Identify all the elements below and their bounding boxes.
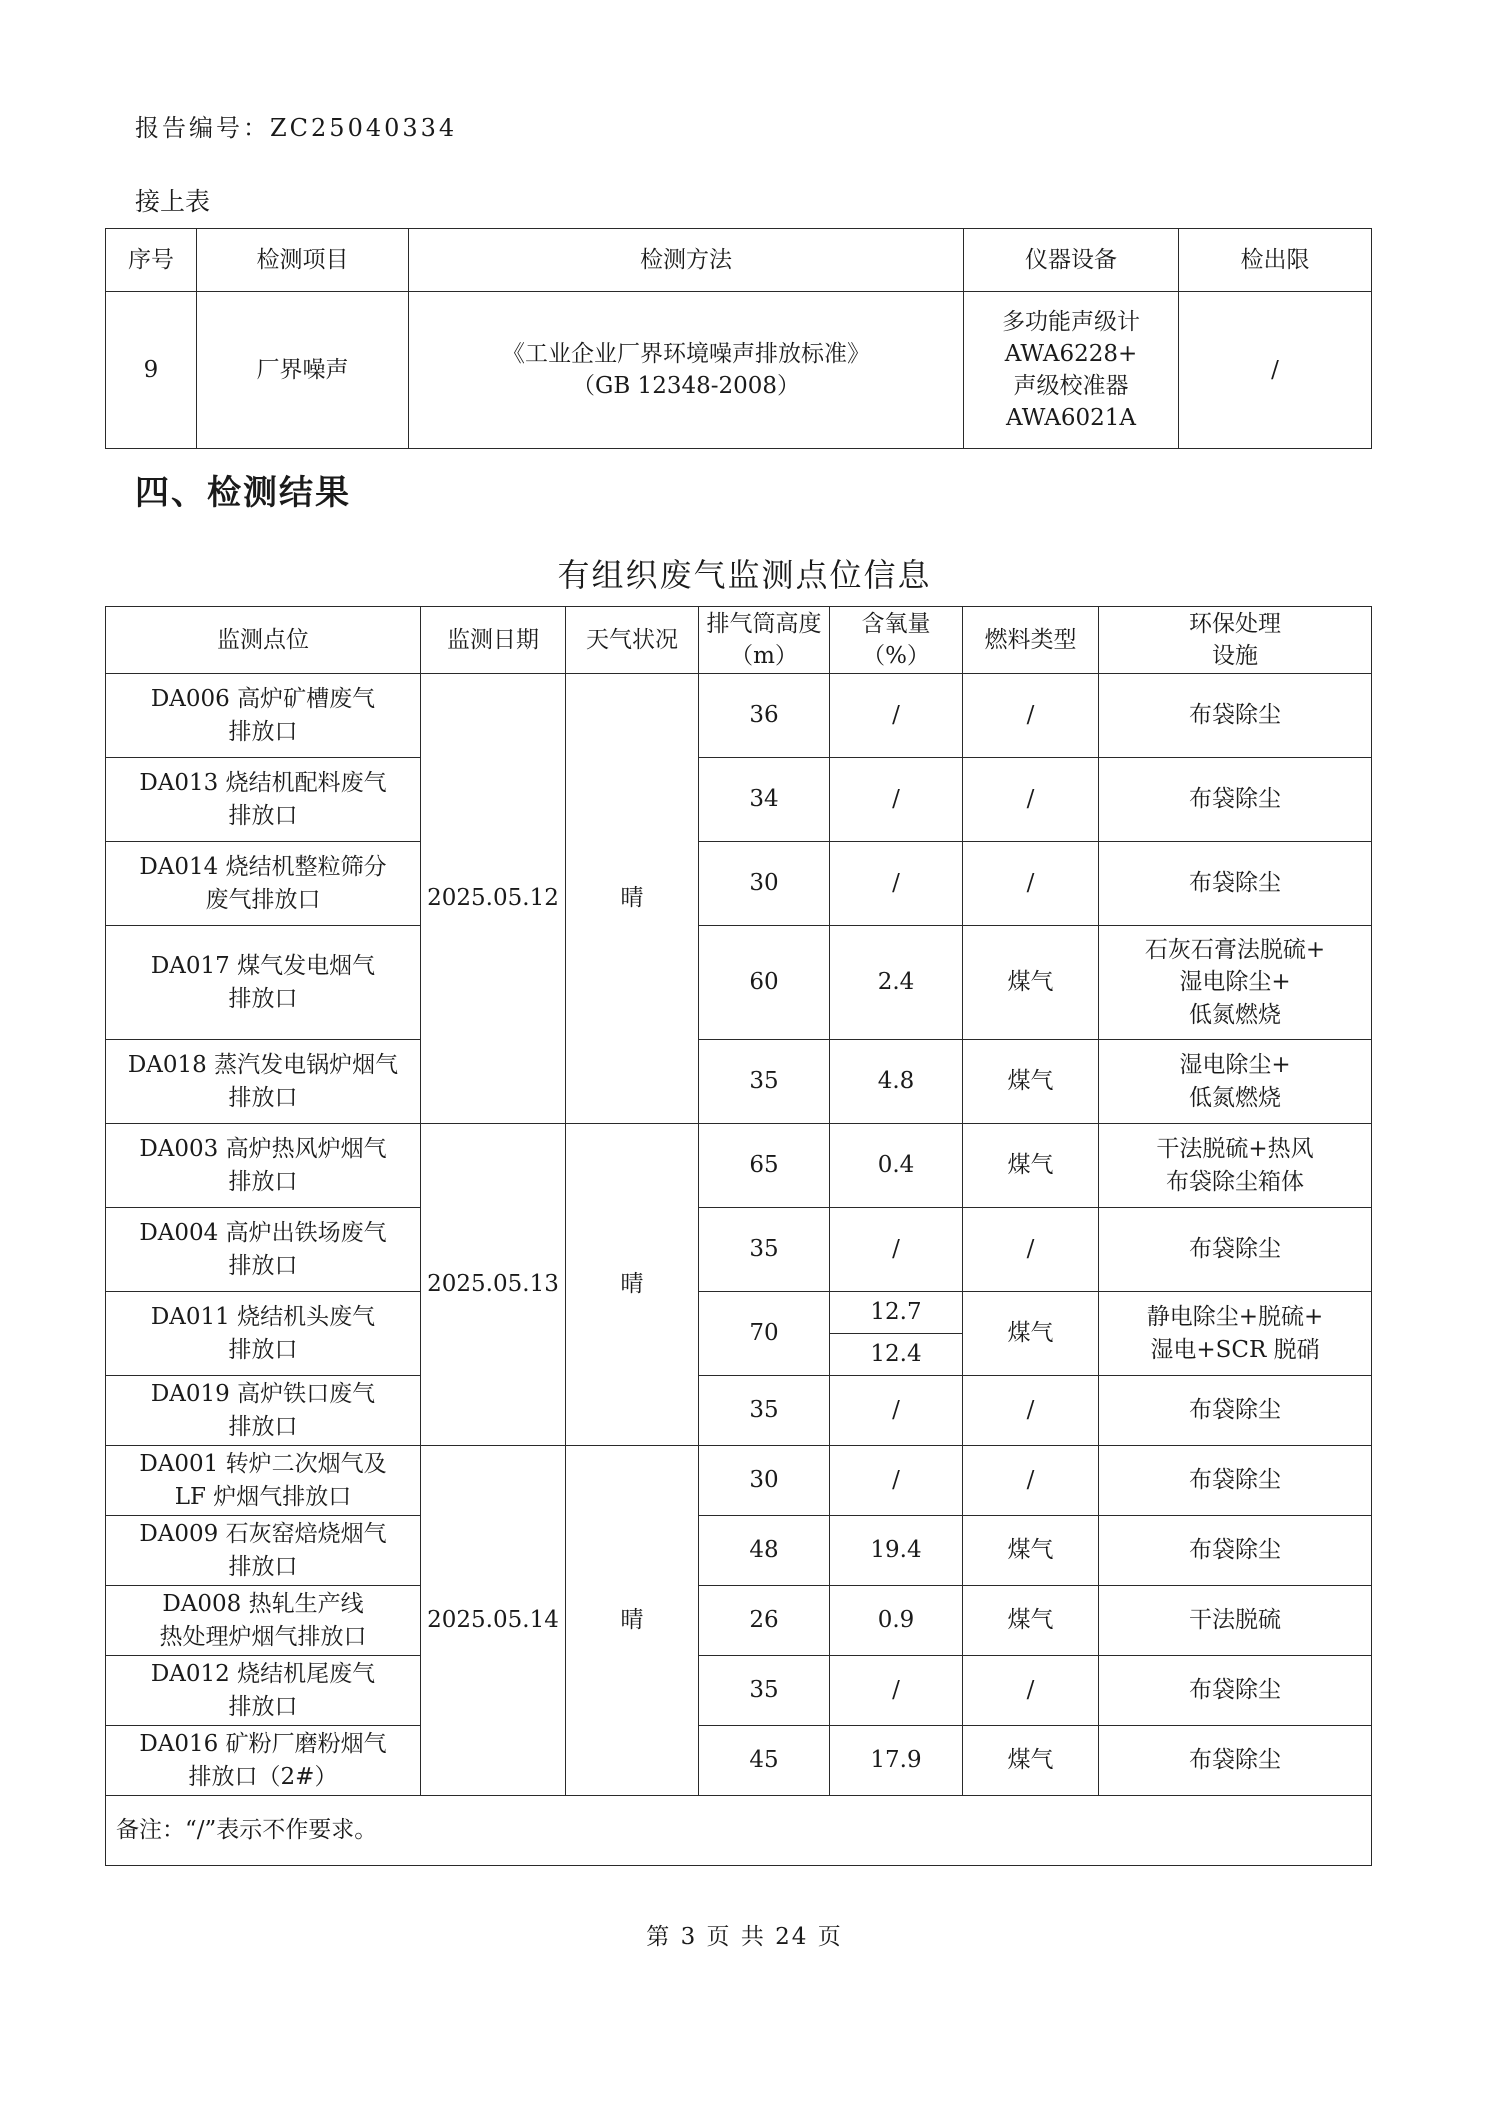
height-cell: 30 (699, 1446, 830, 1516)
table-row (106, 674, 1372, 758)
method-table-header (106, 229, 1372, 292)
point-cell (106, 1726, 421, 1796)
table-row (106, 842, 1372, 926)
point-cell (106, 1292, 421, 1376)
header-item: 检测项目 (197, 229, 409, 292)
continued-table-label: 接上表 (135, 187, 211, 216)
date-cell: 2025.05.12 (421, 674, 566, 1124)
treatment-cell (1099, 1446, 1372, 1516)
height-cell: 35 (699, 1208, 830, 1292)
height-cell: 34 (699, 758, 830, 842)
treatment-cell (1099, 1292, 1372, 1376)
header-method: 检测方法 (409, 229, 964, 292)
point-cell (106, 674, 421, 758)
table-row (106, 1124, 1372, 1208)
monitoring-table (105, 606, 1372, 1866)
weather-cell: 晴 (566, 674, 699, 1124)
monitoring-table-header (106, 607, 1372, 674)
oxygen-cell: / (830, 842, 963, 926)
header-treatment-line: 设施 (1212, 643, 1258, 669)
point-cell (106, 1040, 421, 1124)
oxygen-cell: 19.4 (830, 1516, 963, 1586)
height-cell: 30 (699, 842, 830, 926)
treatment-cell-line: 布袋除尘 (1189, 1537, 1281, 1564)
height-cell: 60 (699, 926, 830, 1040)
fuel-cell: 煤气 (963, 1726, 1099, 1796)
table-row (106, 1040, 1372, 1124)
point-cell-line: 排放口 (228, 985, 298, 1012)
point-cell-line: DA019 高炉铁口废气 (150, 1381, 376, 1408)
treatment-cell-line: 低氮燃烧 (1189, 1001, 1281, 1028)
date-cell: 2025.05.13 (421, 1124, 566, 1446)
header-treatment (1099, 607, 1372, 674)
weather-cell: 晴 (566, 1124, 699, 1446)
point-cell-line: DA008 热轧生产线 (162, 1591, 364, 1618)
oxygen-cell: 0.4 (830, 1124, 963, 1208)
header-oxygen-line: 含氧量 (861, 610, 931, 637)
fuel-cell: / (963, 1376, 1099, 1446)
method-line: 《工业企业厂界环境噪声排放标准》 (502, 340, 870, 367)
date-cell: 2025.05.14 (421, 1446, 566, 1796)
header-height-unit: （m） (730, 643, 798, 669)
oxygen-cell: / (830, 674, 963, 758)
height-cell: 70 (699, 1292, 830, 1376)
point-cell-line: 排放口 (228, 1336, 298, 1363)
treatment-cell-line: 湿电除尘+ (1179, 1052, 1291, 1079)
header-point: 监测点位 (106, 607, 421, 674)
treatment-cell (1099, 1656, 1372, 1726)
point-cell (106, 1446, 421, 1516)
treatment-cell (1099, 1208, 1372, 1292)
treatment-cell-line: 干法脱硫+热风 (1156, 1136, 1314, 1163)
point-cell-line: DA004 高炉出铁场废气 (139, 1220, 387, 1247)
point-cell-line: 热处理炉烟气排放口 (159, 1623, 367, 1650)
section-title: 四、检测结果 (135, 473, 351, 513)
table-row (106, 1446, 1372, 1516)
point-cell-line: DA013 烧结机配料废气 (139, 770, 387, 797)
height-cell: 26 (699, 1586, 830, 1656)
method-table (105, 228, 1372, 449)
point-cell-line: 排放口 (228, 1168, 298, 1195)
treatment-cell-line: 静电除尘+脱硫+ (1146, 1304, 1324, 1331)
height-cell: 35 (699, 1376, 830, 1446)
table-row (106, 1376, 1372, 1446)
point-cell-line: DA011 烧结机头废气 (150, 1304, 376, 1331)
point-cell-line: 排放口 (228, 1413, 298, 1440)
row-equipment (964, 292, 1179, 449)
point-cell-line: DA006 高炉矿槽废气 (150, 686, 376, 713)
height-cell: 45 (699, 1726, 830, 1796)
row-item: 厂界噪声 (197, 292, 409, 449)
fuel-cell: / (963, 1208, 1099, 1292)
fuel-cell: / (963, 842, 1099, 926)
point-cell (106, 842, 421, 926)
header-height-line: 排气筒高度 (706, 610, 822, 637)
oxygen-cell: 12.4 (830, 1334, 963, 1376)
table-title: 有组织废气监测点位信息 (557, 556, 932, 594)
oxygen-cell: / (830, 1656, 963, 1726)
weather-cell: 晴 (566, 1446, 699, 1796)
point-cell (106, 758, 421, 842)
point-cell-line: 排放口 (228, 802, 298, 829)
method-table-row (106, 292, 1372, 449)
point-cell-line: 排放口 (228, 1252, 298, 1279)
treatment-cell (1099, 758, 1372, 842)
fuel-cell: / (963, 674, 1099, 758)
oxygen-cell: / (830, 1208, 963, 1292)
table-row (106, 1516, 1372, 1586)
row-limit: / (1179, 292, 1372, 449)
treatment-cell (1099, 1040, 1372, 1124)
height-cell: 65 (699, 1124, 830, 1208)
equipment-line: 声级校准器 (1013, 373, 1129, 399)
equipment-line: 多功能声级计 (1002, 308, 1140, 335)
point-cell-line: 排放口 (228, 1553, 298, 1580)
oxygen-cell: 17.9 (830, 1726, 963, 1796)
equipment-line: AWA6228+ (1004, 340, 1138, 367)
report-number: 报告编号：ZC25040334 (135, 114, 458, 142)
point-cell (106, 1586, 421, 1656)
table-row (106, 1656, 1372, 1726)
treatment-cell-line: 布袋除尘 (1189, 1236, 1281, 1263)
treatment-cell (1099, 842, 1372, 926)
point-cell-line: DA003 高炉热风炉烟气 (139, 1136, 387, 1163)
header-date: 监测日期 (421, 607, 566, 674)
page-footer: 第 3 页 共 24 页 (646, 1924, 843, 1950)
treatment-cell-line: 布袋除尘 (1189, 1747, 1281, 1774)
treatment-cell (1099, 1376, 1372, 1446)
fuel-cell: 煤气 (963, 926, 1099, 1040)
treatment-cell-line: 布袋除尘 (1189, 870, 1281, 897)
treatment-cell-line: 湿电除尘+ (1179, 969, 1291, 996)
fuel-cell: / (963, 1656, 1099, 1726)
equipment-line: AWA6021A (1006, 405, 1136, 432)
treatment-cell (1099, 926, 1372, 1040)
method-line: （GB 12348-2008） (571, 373, 801, 399)
fuel-cell: 煤气 (963, 1516, 1099, 1586)
treatment-cell-line: 布袋除尘 (1189, 1397, 1281, 1424)
point-cell-line: DA018 蒸汽发电锅炉烟气 (127, 1052, 399, 1079)
oxygen-cell: 12.7 (830, 1292, 963, 1334)
point-cell-line: DA017 煤气发电烟气 (150, 953, 376, 980)
treatment-cell (1099, 674, 1372, 758)
point-cell (106, 1516, 421, 1586)
treatment-cell-line: 布袋除尘 (1189, 786, 1281, 813)
height-cell: 35 (699, 1656, 830, 1726)
oxygen-cell: / (830, 758, 963, 842)
header-no: 序号 (106, 229, 197, 292)
fuel-cell: 煤气 (963, 1040, 1099, 1124)
treatment-cell-line: 湿电+SCR 脱硝 (1150, 1336, 1320, 1363)
point-cell (106, 1376, 421, 1446)
treatment-cell (1099, 1586, 1372, 1656)
fuel-cell: 煤气 (963, 1292, 1099, 1376)
header-equipment: 仪器设备 (964, 229, 1179, 292)
point-cell-line: DA016 矿粉厂磨粉烟气 (139, 1731, 387, 1758)
treatment-cell-line: 布袋除尘 (1189, 1677, 1281, 1704)
point-cell-line: 排放口 (228, 1693, 298, 1720)
table-row (106, 926, 1372, 1040)
header-weather: 天气状况 (566, 607, 699, 674)
header-oxygen-unit: （%） (862, 643, 930, 669)
header-treatment-line: 环保处理 (1189, 610, 1281, 637)
oxygen-cell: / (830, 1376, 963, 1446)
point-cell-line: 排放口 (228, 1084, 298, 1111)
table-row (106, 1586, 1372, 1656)
treatment-cell-line: 低氮燃烧 (1189, 1084, 1281, 1111)
treatment-cell-line: 石灰石膏法脱硫+ (1144, 937, 1326, 964)
treatment-cell-line: 布袋除尘 (1189, 702, 1281, 729)
table-row (106, 1208, 1372, 1292)
fuel-cell: / (963, 1446, 1099, 1516)
point-cell (106, 1124, 421, 1208)
oxygen-cell: / (830, 1446, 963, 1516)
treatment-cell-line: 干法脱硫 (1189, 1607, 1281, 1634)
height-cell: 36 (699, 674, 830, 758)
monitoring-table-body (106, 674, 1372, 1796)
height-cell: 48 (699, 1516, 830, 1586)
point-cell-line: DA012 烧结机尾废气 (150, 1661, 376, 1688)
treatment-cell (1099, 1726, 1372, 1796)
note-row (106, 1796, 1372, 1866)
treatment-cell-line: 布袋除尘 (1189, 1467, 1281, 1494)
point-cell-line: DA014 烧结机整粒筛分 (139, 854, 387, 881)
point-cell-line: DA009 石灰窑焙烧烟气 (139, 1521, 387, 1548)
header-limit: 检出限 (1179, 229, 1372, 292)
point-cell-line: LF 炉烟气排放口 (174, 1483, 352, 1510)
point-cell (106, 1656, 421, 1726)
table-row (106, 1292, 1372, 1334)
oxygen-cell: 2.4 (830, 926, 963, 1040)
point-cell-line: 废气排放口 (205, 886, 321, 913)
point-cell (106, 1208, 421, 1292)
treatment-cell (1099, 1516, 1372, 1586)
point-cell-line: 排放口（2#） (188, 1763, 338, 1790)
header-oxygen (830, 607, 963, 674)
treatment-cell-line: 布袋除尘箱体 (1166, 1168, 1304, 1195)
table-row (106, 758, 1372, 842)
oxygen-cell: 4.8 (830, 1040, 963, 1124)
fuel-cell: 煤气 (963, 1586, 1099, 1656)
point-cell-line: DA001 转炉二次烟气及 (139, 1451, 387, 1478)
height-cell: 35 (699, 1040, 830, 1124)
header-height (699, 607, 830, 674)
table-row (106, 1726, 1372, 1796)
treatment-cell (1099, 1124, 1372, 1208)
point-cell-line: 排放口 (228, 718, 298, 745)
point-cell (106, 926, 421, 1040)
oxygen-cell: 0.9 (830, 1586, 963, 1656)
header-fuel: 燃料类型 (963, 607, 1099, 674)
fuel-cell: 煤气 (963, 1124, 1099, 1208)
row-no: 9 (106, 292, 197, 449)
note: 备注：“/”表示不作要求。 (106, 1796, 1372, 1866)
fuel-cell: / (963, 758, 1099, 842)
row-method (409, 292, 964, 449)
